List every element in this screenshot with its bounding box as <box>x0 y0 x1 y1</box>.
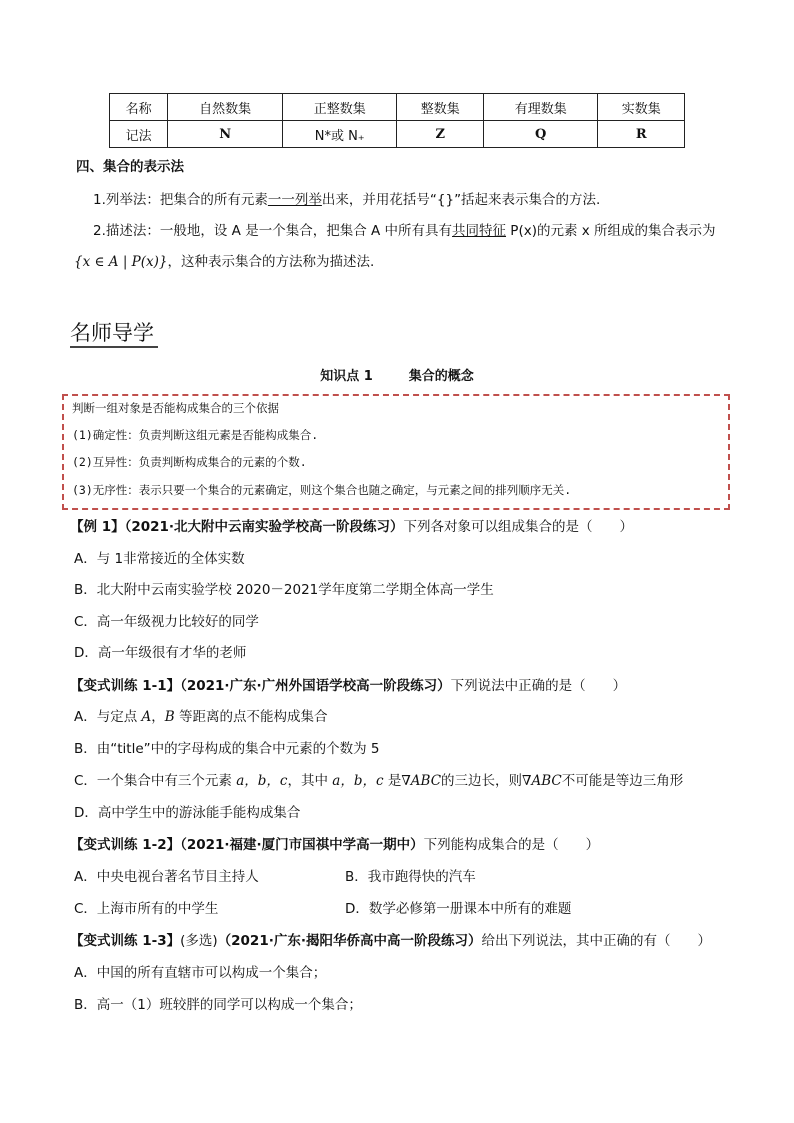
text: 1.列举法：把集合的所有元素 <box>93 192 268 208</box>
example-source: （2021·广东·揭阳华侨高中高一阶段练习） <box>217 933 482 949</box>
option-d: D．高中学生中的游泳能手能构成集合 <box>74 805 301 821</box>
example-head: 【例 1】（2021·北大附中云南实验学校高一阶段练习） <box>70 519 404 535</box>
question-text: 给出下列说法，其中正确的有（ ） <box>481 933 711 949</box>
knowledge-point-label: 知识点 1 <box>320 369 373 384</box>
example-1-question <box>70 517 633 537</box>
table-cell: 实数集 <box>598 94 685 121</box>
option-b: B．高一（1）班较胖的同学可以构成一个集合； <box>74 997 362 1013</box>
variant-1-2-question <box>70 835 599 855</box>
option-a: A．与 1非常接近的全体实数 <box>74 551 245 567</box>
knowledge-point-title: 集合的概念 <box>408 369 474 384</box>
math-var: B <box>164 709 175 725</box>
section-title: 名师导学 <box>70 321 154 345</box>
paragraph-description-method-cont <box>74 252 374 272</box>
question-text: 下列能构成集合的是（ ） <box>423 837 600 853</box>
example-head: 【变式训练 1-1】（2021·广东·广州外国语学校高一阶段练习） <box>70 678 451 694</box>
text: 出来，并用花括号“{}”括起来表示集合的方法. <box>321 192 601 208</box>
question-text: 下列说法中正确的是（ ） <box>450 678 627 694</box>
table-cell: 名称 <box>110 94 168 121</box>
table-cell: Z <box>397 121 483 148</box>
variant-1-1-question <box>70 676 626 696</box>
text: ，这种表示集合的方法称为描述法. <box>167 254 375 270</box>
box-line: 判断一组对象是否能构成集合的三个依据 <box>72 401 279 415</box>
text: 不可能是等边三角形 <box>561 773 684 789</box>
text: 等距离的点不能构成集合 <box>174 709 328 725</box>
set-builder-notation: {x ∈ A | P(x)} <box>74 254 168 270</box>
knowledge-point-heading <box>0 368 794 386</box>
table-cell: Q <box>483 121 598 148</box>
option-b: B．北大附中云南实验学校 2020－2021学年度第二学期全体高一学生 <box>74 582 494 598</box>
title-underline <box>70 346 158 348</box>
text: 是 <box>383 773 402 789</box>
paragraph-description-method <box>93 221 716 241</box>
table-cell: 自然数集 <box>168 94 283 121</box>
question-tag: (多选) <box>180 933 218 949</box>
example-head: 【变式训练 1-2】（2021·福建·厦门市国祺中学高一期中） <box>70 837 424 853</box>
option-a: A．中国的所有直辖市可以构成一个集合； <box>74 965 327 981</box>
option-d: D．高一年级很有才华的老师 <box>74 645 247 661</box>
option-b: B．我市跑得快的汽车 <box>345 869 476 885</box>
box-line: (1)确定性：负责判断这组元素是否能构成集合. <box>72 428 319 442</box>
key-points-box <box>62 394 730 510</box>
table-row <box>110 121 685 148</box>
text: 的三边长，则 <box>441 773 523 789</box>
underlined-term: 一一列举 <box>267 192 322 208</box>
option-a: A．中央电视台著名节目主持人 <box>74 869 259 885</box>
table-cell: 正整数集 <box>282 94 397 121</box>
example-head: 【变式训练 1-3】 <box>70 933 181 949</box>
math-var: a，b，c <box>332 773 384 789</box>
box-line: (2)互异性：负责判断构成集合的元素的个数. <box>72 455 307 469</box>
text: ， <box>151 709 165 725</box>
text: P(x)的元素 x 所组成的集合表示为 <box>506 223 716 239</box>
math-var: ∇ABC <box>401 773 442 789</box>
table-cell: 记法 <box>110 121 168 148</box>
math-var: ∇ABC <box>522 773 562 789</box>
section-heading: 四、集合的表示法 <box>76 159 184 175</box>
text: A．与定点 <box>74 709 142 725</box>
text: 2.描述法：一般地，设 A 是一个集合，把集合 A 中所有具有 <box>93 223 453 239</box>
box-line: (3)无序性：表示只要一个集合的元素确定，则这个集合也随之确定，与元素之间的排列顺序无关. <box>72 483 572 497</box>
table-cell: N*或 N₊ <box>282 121 397 148</box>
option-c: C．高一年级视力比较好的同学 <box>74 614 259 630</box>
table-cell: 有理数集 <box>483 94 598 121</box>
option-c <box>74 771 683 791</box>
number-sets-table <box>109 93 685 148</box>
text: C．一个集合中有三个元素 <box>74 773 237 789</box>
option-b: B．由“title”中的字母构成的集合中元素的个数为 5 <box>74 741 380 757</box>
question-text: 下列各对象可以组成集合的是（ ） <box>403 519 634 535</box>
table-row <box>110 94 685 121</box>
option-c: C．上海市所有的中学生 <box>74 901 219 917</box>
table-cell: R <box>598 121 685 148</box>
math-var: A <box>141 709 152 725</box>
option-a <box>74 707 328 727</box>
text: ，其中 <box>287 773 333 789</box>
variant-1-3-question <box>70 931 711 951</box>
table-cell: 整数集 <box>397 94 483 121</box>
paragraph-list-method <box>93 190 600 210</box>
table-cell: N <box>168 121 283 148</box>
option-d: D．数学必修第一册课本中所有的难题 <box>345 901 572 917</box>
underlined-term: 共同特征 <box>452 223 507 239</box>
math-var: a，b，c <box>236 773 288 789</box>
